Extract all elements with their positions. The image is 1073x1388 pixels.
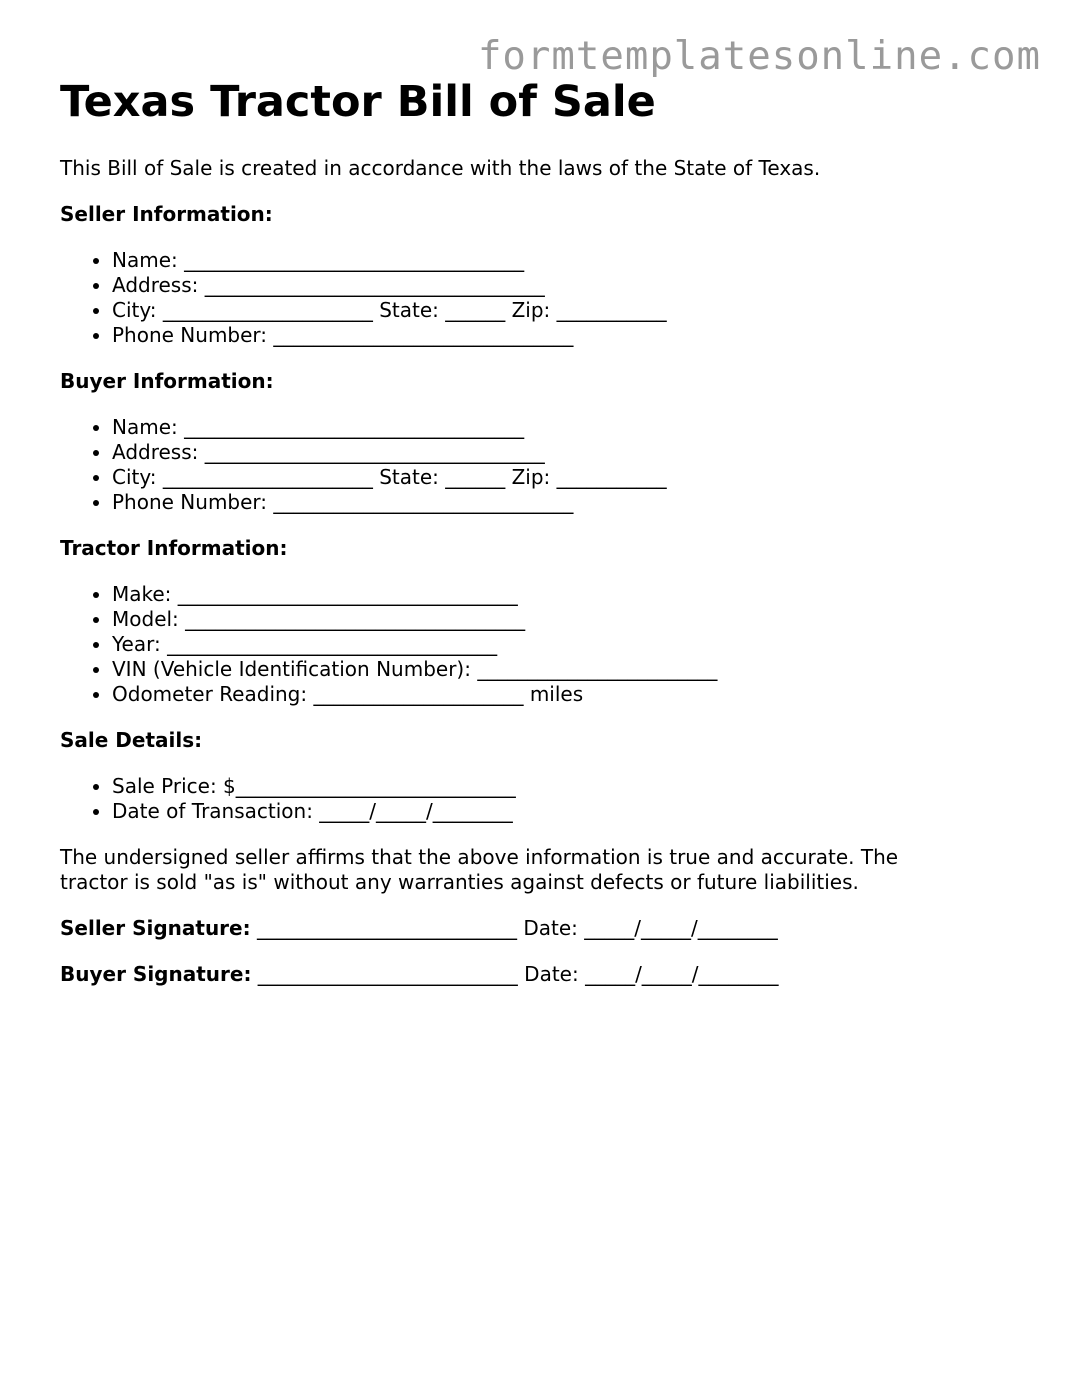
seller-address-field[interactable]: • Address: __________________________________ — [112, 273, 1020, 298]
buyer-phone-field[interactable]: • Phone Number: ______________________________ — [112, 490, 1020, 515]
seller-signature-row[interactable] — [60, 916, 1020, 941]
watermark: formtemplatesonline.com — [477, 34, 1041, 79]
tractor-heading: Tractor Information: — [60, 536, 288, 560]
page-title: Texas Tractor Bill of Sale — [60, 77, 656, 127]
seller-fields — [60, 248, 1020, 348]
sale-fields — [60, 774, 1020, 824]
buyer-heading: Buyer Information: — [60, 369, 274, 393]
buyer-name-field[interactable]: • Name: __________________________________ — [112, 415, 1020, 440]
tractor-vin-field[interactable]: • VIN (Vehicle Identification Number): ________________________ — [112, 657, 1020, 682]
tractor-model-field[interactable]: • Model: __________________________________ — [112, 607, 1020, 632]
seller-city-state-zip-field[interactable]: • City: _____________________ State: ______ Zip: ___________ — [112, 298, 1020, 323]
buyer-signature-row[interactable] — [60, 962, 1020, 987]
buyer-city-state-zip-field[interactable]: • City: _____________________ State: ______ Zip: ___________ — [112, 465, 1020, 490]
buyer-fields — [60, 415, 1020, 515]
buyer-signature-label: Buyer Signature: — [60, 962, 252, 986]
sale-heading: Sale Details: — [60, 728, 203, 752]
seller-signature-line[interactable]: __________________________ Date: _____/_____/________ — [250, 916, 778, 940]
tractor-year-field[interactable]: • Year: _________________________________ — [112, 632, 1020, 657]
tractor-odometer-field[interactable]: • Odometer Reading: _____________________ miles — [112, 682, 1020, 707]
seller-name-field[interactable]: • Name: __________________________________ — [112, 248, 1020, 273]
seller-phone-field[interactable]: • Phone Number: ______________________________ — [112, 323, 1020, 348]
tractor-make-field[interactable]: • Make: __________________________________ — [112, 582, 1020, 607]
sale-price-field[interactable]: • Sale Price: $____________________________ — [112, 774, 1020, 799]
seller-heading: Seller Information: — [60, 202, 273, 226]
affirmation-statement: The undersigned seller affirms that the above information is true and accurate. The tractor is sold "as is" without any warranties against defects or future liabilities. — [60, 845, 899, 894]
buyer-address-field[interactable]: • Address: __________________________________ — [112, 440, 1020, 465]
buyer-signature-line[interactable]: __________________________ Date: _____/_____/________ — [251, 962, 779, 986]
document-page — [60, 74, 1020, 987]
seller-signature-label: Seller Signature: — [60, 916, 251, 940]
tractor-fields — [60, 582, 1020, 707]
intro-text: This Bill of Sale is created in accordance with the laws of the State of Texas. — [60, 156, 821, 180]
sale-date-field[interactable]: • Date of Transaction: _____/_____/________ — [112, 799, 1020, 824]
